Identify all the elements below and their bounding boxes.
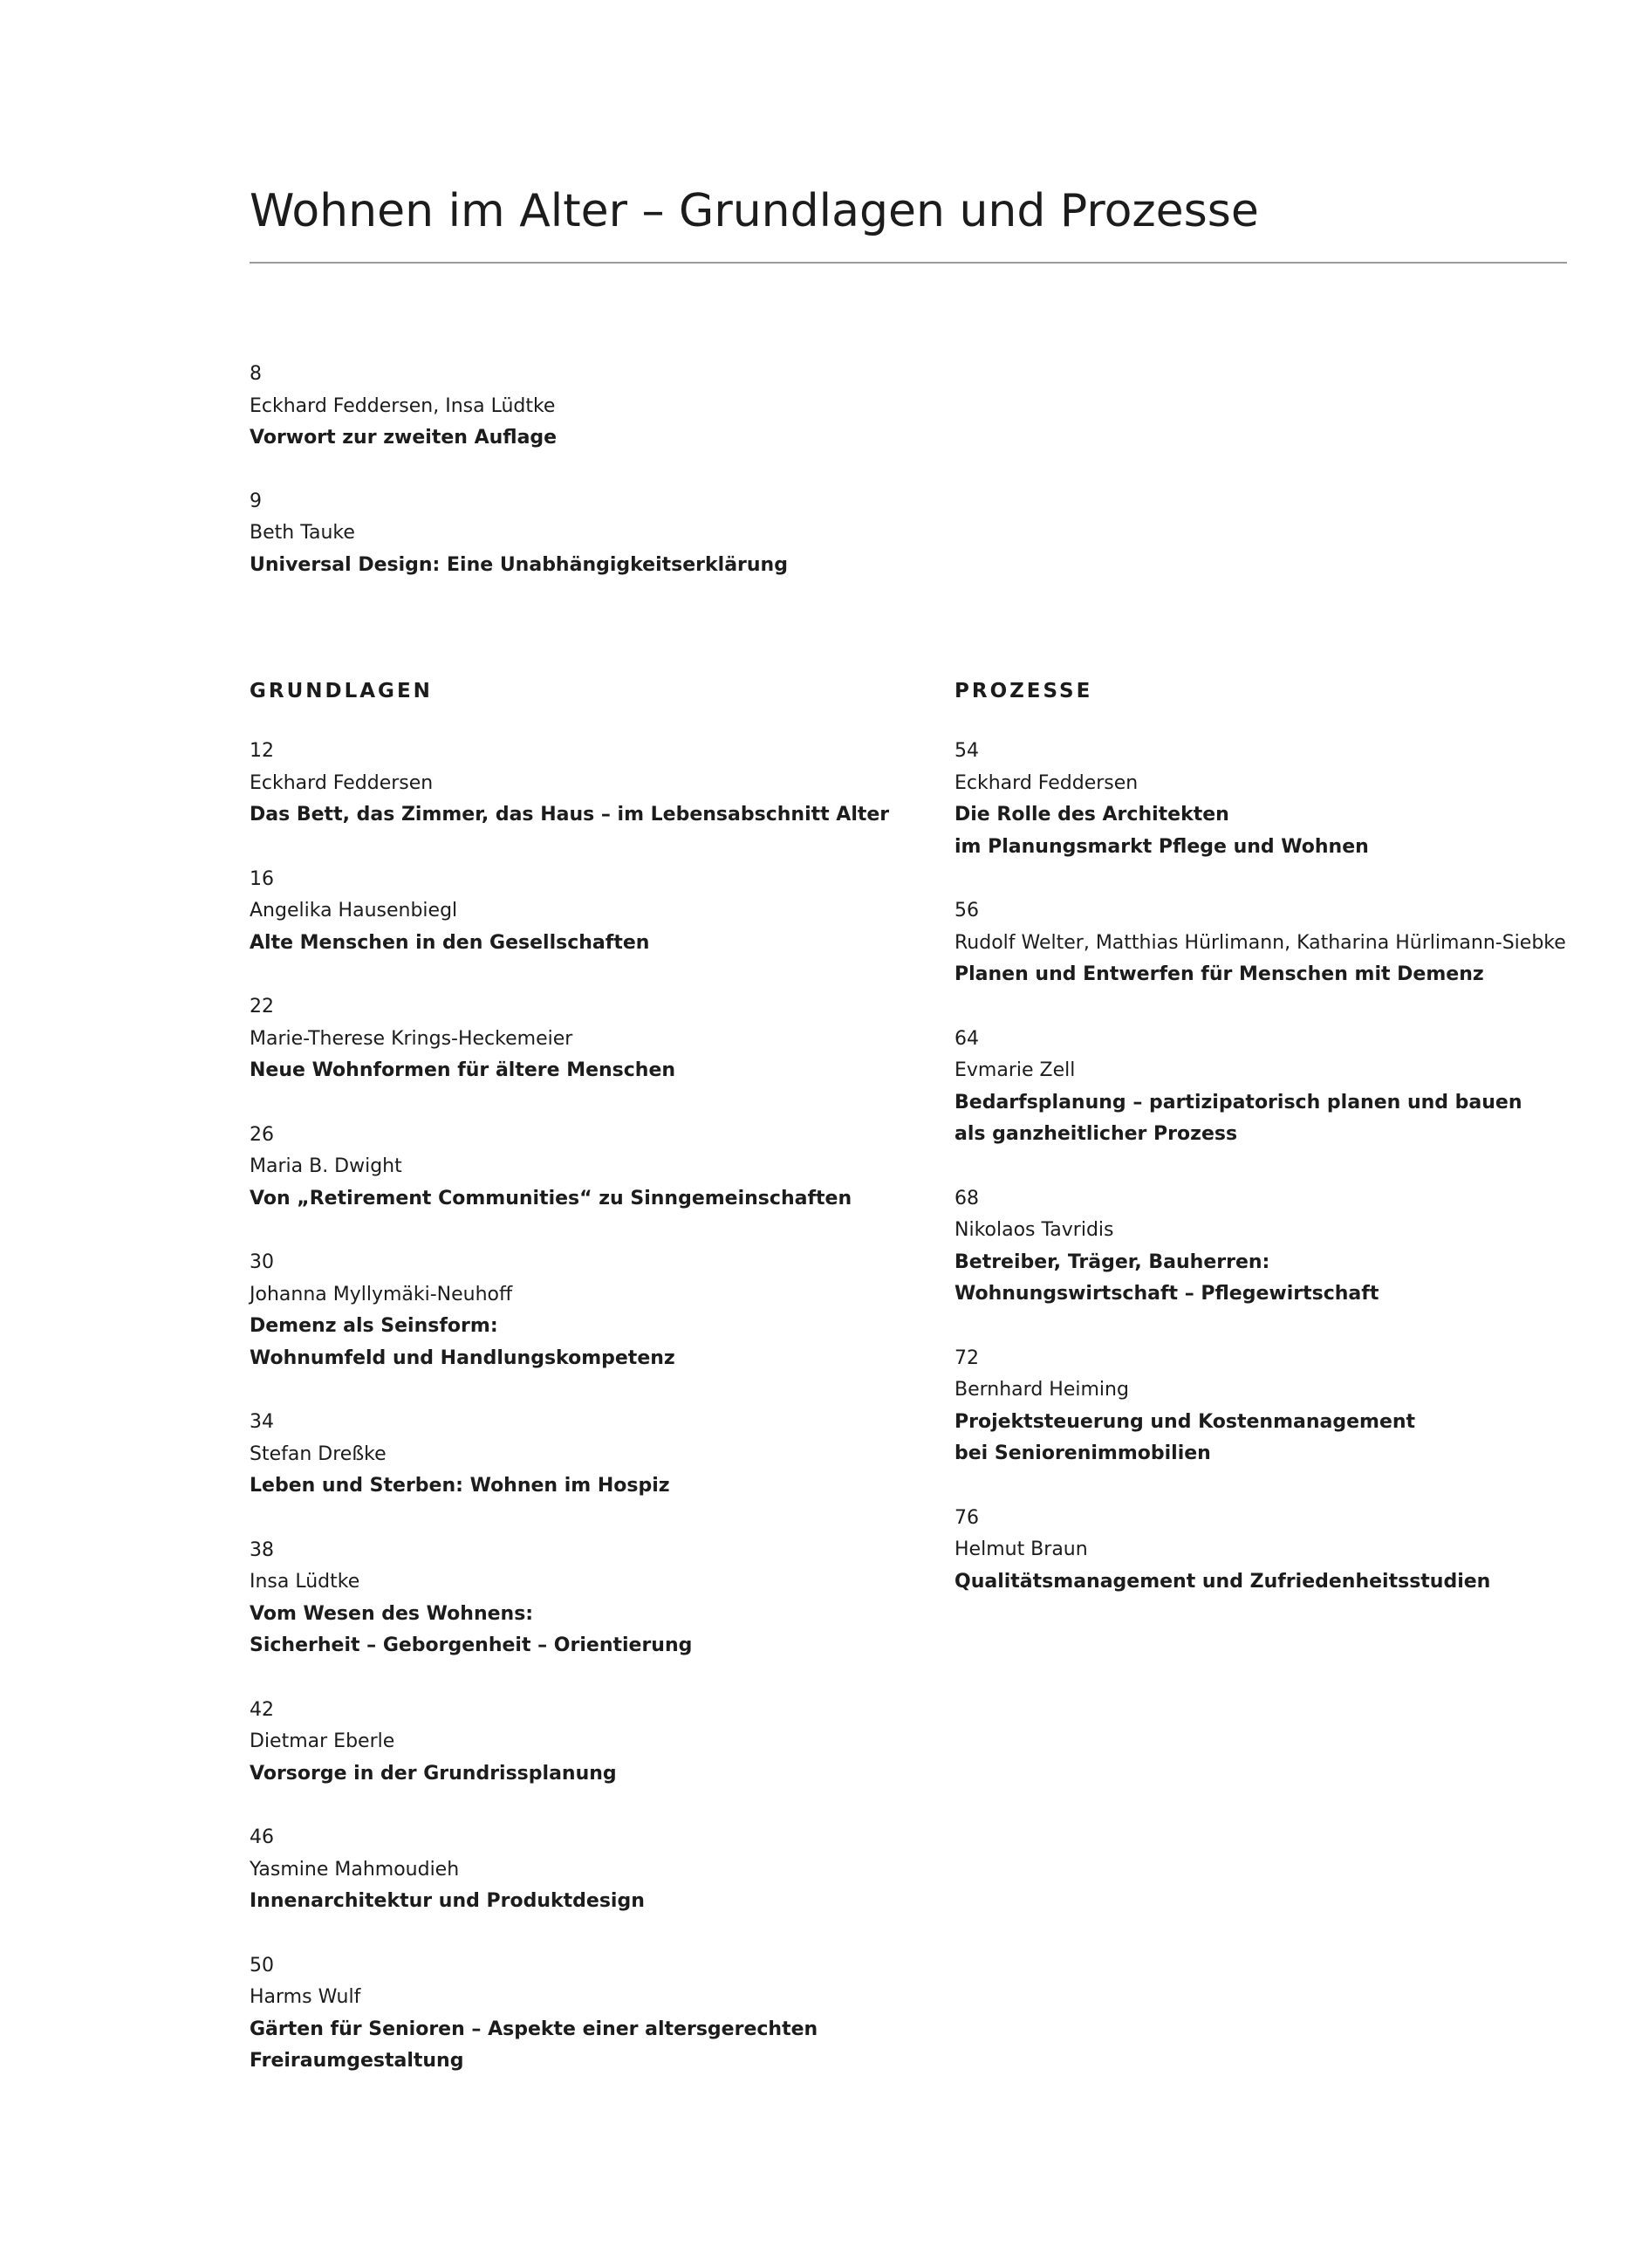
toc-entry-page-number: 68: [955, 1187, 979, 1209]
toc-entry-page-number: 76: [955, 1506, 979, 1529]
toc-entry-author: Insa Lüdtke: [250, 1571, 360, 1593]
toc-entry-title: [250, 799, 930, 832]
toc-entry-author: Rudolf Welter, Matthias Hürlimann, Katharina Hürlimann-Siebke: [955, 931, 1566, 954]
toc-entry: [250, 1535, 930, 1662]
toc-entry-title-line: Vom Wesen des Wohnens:: [250, 1602, 534, 1625]
toc-entry-title-line: Innenarchitektur und Produktdesign: [250, 1890, 645, 1912]
toc-entry-title-line: Von „Retirement Communities“ zu Sinngemeinschaften: [250, 1187, 852, 1209]
toc-entry-title-line: Gärten für Senioren – Aspekte einer altersgerechten: [250, 2018, 818, 2040]
toc-entry-page-number: 42: [250, 1698, 274, 1721]
toc-entry-title-line: im Planungsmarkt Pflege und Wohnen: [955, 835, 1369, 858]
toc-entry-title: [250, 1599, 930, 1662]
toc-entry: [955, 736, 1635, 863]
toc-entry-author: Johanna Myllymäki-Neuhoff: [250, 1283, 513, 1305]
toc-entry-title: [250, 928, 930, 960]
toc-entry-author: Helmut Braun: [955, 1538, 1088, 1560]
toc-entry-page-number: 38: [250, 1538, 274, 1561]
section-heading-grundlagen: GRUNDLAGEN: [250, 680, 433, 702]
toc-entry-author: Nikolaos Tavridis: [955, 1219, 1114, 1241]
toc-entry-title: [250, 1470, 930, 1503]
toc-entry-title: [250, 1311, 930, 1374]
toc-entry-title-line: Wohnungswirtschaft – Pflegewirtschaft: [955, 1283, 1379, 1305]
toc-entry-title-line: Freiraumgestaltung: [250, 2050, 464, 2072]
toc-entry-page-number: 12: [250, 740, 274, 762]
toc-entry: [250, 1822, 930, 1918]
toc-entry-title-line: Qualitätsmanagement und Zufriedenheitsstudien: [955, 1570, 1491, 1593]
toc-entry: [955, 1024, 1635, 1151]
toc-entry-author: Angelika Hausenbiegl: [250, 900, 458, 922]
toc-entry: [250, 1695, 930, 1791]
toc-entry-author: Dietmar Eberle: [250, 1730, 395, 1752]
toc-entry-author: Beth Tauke: [250, 522, 355, 544]
toc-entry: [955, 1183, 1635, 1311]
toc-entry: [250, 1120, 930, 1216]
toc-entry-title: [250, 550, 1558, 582]
toc-entry-page-number: 30: [250, 1251, 274, 1273]
toc-entry-author: Harms Wulf: [250, 1986, 361, 2008]
toc-entry-author: Maria B. Dwight: [250, 1155, 402, 1177]
toc-entry-title-line: Demenz als Seinsform:: [250, 1315, 498, 1337]
page-title: Wohnen im Alter – Grundlagen und Prozesse: [250, 185, 1259, 237]
toc-entry: [250, 1950, 930, 2078]
toc-entry-page-number: 50: [250, 1954, 274, 1977]
toc-entry-author: Marie-Therese Krings-Heckemeier: [250, 1027, 573, 1050]
toc-entry-title-line: bei Seniorenimmobilien: [955, 1442, 1211, 1464]
toc-entry-title-line: Vorsorge in der Grundrissplanung: [250, 1762, 617, 1785]
toc-entry-title: [250, 422, 1558, 455]
toc-entry-title: [250, 1886, 930, 1918]
toc-entry: [955, 1343, 1635, 1470]
toc-entry: [955, 895, 1635, 991]
toc-entry: [250, 486, 1558, 582]
toc-entry-title-line: Leben und Sterben: Wohnen im Hospiz: [250, 1475, 670, 1497]
toc-entry-author: Eckhard Feddersen: [955, 771, 1139, 794]
toc-entry-title: [250, 1055, 930, 1087]
toc-entry: [250, 864, 930, 960]
toc-entry-page-number: 46: [250, 1826, 274, 1848]
toc-entry-page-number: 56: [955, 900, 979, 922]
toc-entry-page-number: 26: [250, 1123, 274, 1146]
toc-entry-title-line: Das Bett, das Zimmer, das Haus – im Lebensabschnitt Alter: [250, 804, 890, 826]
title-divider: [250, 262, 1567, 264]
toc-entry-page-number: 34: [250, 1411, 274, 1433]
toc-entry-title: [955, 959, 1635, 991]
toc-entry: [250, 359, 1558, 455]
toc-entry-title-line: Wohnumfeld und Handlungskompetenz: [250, 1346, 675, 1369]
toc-entry-author: Eckhard Feddersen, Insa Lüdtke: [250, 394, 556, 417]
toc-entry-page-number: 72: [955, 1346, 979, 1369]
toc-entry-title-line: Universal Design: Eine Unabhängigkeitserklärung: [250, 553, 788, 576]
toc-entry-title: [955, 1087, 1635, 1151]
toc-entry: [250, 736, 930, 832]
toc-entry-title-line: Vorwort zur zweiten Auflage: [250, 427, 558, 449]
toc-entry-title-line: Planen und Entwerfen für Menschen mit Demenz: [955, 963, 1484, 985]
intro-list: [250, 359, 1558, 613]
toc-entry-title-line: Die Rolle des Architekten: [955, 804, 1229, 826]
section-heading-prozesse: PROZESSE: [955, 680, 1093, 702]
toc-entry-page-number: 16: [250, 867, 274, 890]
toc-entry-title-line: Neue Wohnformen für ältere Menschen: [250, 1059, 676, 1081]
toc-entry-title-line: Alte Menschen in den Gesellschaften: [250, 931, 650, 954]
toc-entry-title: [955, 799, 1635, 863]
toc-entry: [250, 1247, 930, 1374]
toc-entry-title: [250, 1183, 930, 1216]
toc-entry-title: [955, 1407, 1635, 1470]
toc-entry-page-number: 54: [955, 740, 979, 762]
toc-entry-title-line: Projektsteuerung und Kostenmanagement: [955, 1410, 1416, 1433]
toc-entry-title: [250, 1758, 930, 1791]
toc-entry-author: Bernhard Heiming: [955, 1379, 1129, 1401]
toc-entry-author: Stefan Dreßke: [250, 1442, 387, 1465]
prozesse-entry-list: [955, 736, 1635, 1598]
toc-entry-title: [955, 1566, 1635, 1599]
toc-entry-title-line: Bedarfsplanung – partizipatorisch planen und bauen: [955, 1091, 1522, 1113]
toc-entry-page-number: 22: [250, 996, 274, 1018]
section-prozesse: [955, 673, 1635, 1630]
toc-entry-title-line: als ganzheitlicher Prozess: [955, 1123, 1238, 1145]
toc-entry-title-line: Sicherheit – Geborgenheit – Orientierung: [250, 1634, 693, 1656]
toc-entry-page-number: 8: [250, 363, 262, 385]
toc-entry-title-line: Betreiber, Träger, Bauherren:: [955, 1250, 1270, 1273]
toc-entry-page-number: 64: [955, 1027, 979, 1050]
toc-entry-author: Eckhard Feddersen: [250, 771, 434, 794]
section-grundlagen: [250, 673, 930, 2110]
toc-entry-author: Evmarie Zell: [955, 1059, 1076, 1081]
toc-entry: [250, 991, 930, 1087]
toc-entry-title: [955, 1247, 1635, 1311]
toc-entry: [955, 1503, 1635, 1599]
toc-entry-title: [250, 2014, 930, 2078]
toc-entry: [250, 1407, 930, 1503]
toc-entry-author: Yasmine Mahmoudieh: [250, 1858, 460, 1881]
toc-entry-page-number: 9: [250, 490, 262, 512]
grundlagen-entry-list: [250, 736, 930, 2078]
